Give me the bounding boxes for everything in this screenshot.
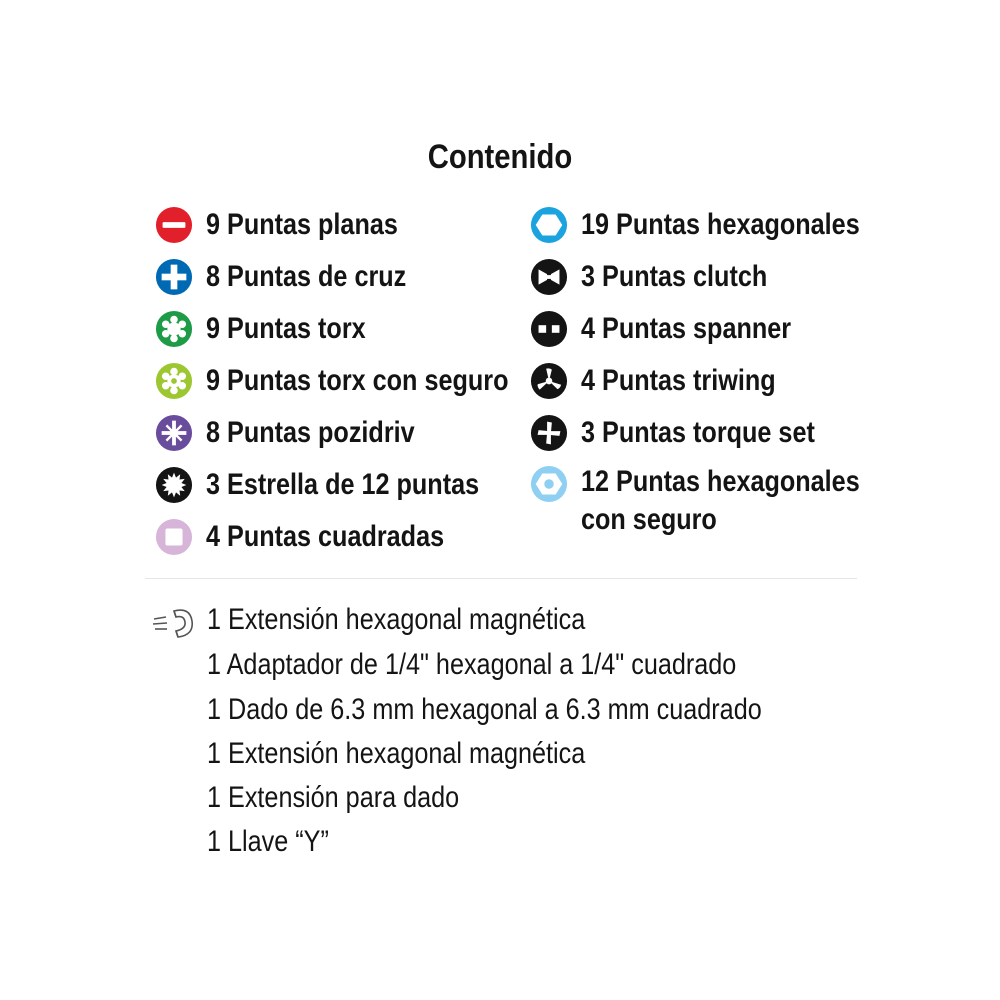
torx-security-tip-icon xyxy=(155,362,193,400)
list-item xyxy=(530,307,831,351)
item-label: 8 Puntas de cruz xyxy=(206,260,407,293)
list-item xyxy=(155,255,444,299)
accessory-item: 1 Extensión hexagonal magnética xyxy=(207,737,586,770)
list-item xyxy=(530,203,913,247)
magnet-icon xyxy=(150,603,196,643)
list-item xyxy=(155,307,396,351)
item-label: 3 Puntas torque set xyxy=(581,416,815,449)
flat-tip-icon xyxy=(155,206,193,244)
list-item xyxy=(155,463,531,507)
12-point-star-tip-icon xyxy=(155,466,193,504)
accessory-item: 1 Extensión hexagonal magnética xyxy=(207,603,586,636)
list-item xyxy=(530,359,813,403)
triwing-tip-icon xyxy=(530,362,568,400)
accessory-item: 1 Llave “Y” xyxy=(207,825,329,858)
item-label: 12 Puntas hexagonales con seguro xyxy=(581,465,860,536)
item-label: 8 Puntas pozidriv xyxy=(206,416,415,449)
hex-tip-icon xyxy=(530,206,568,244)
torque-set-tip-icon xyxy=(530,414,568,452)
list-item xyxy=(155,359,566,403)
torx-tip-icon xyxy=(155,310,193,348)
accessory-item: 1 Adaptador de 1/4" hexagonal a 1/4" cuadrado xyxy=(207,648,737,681)
phillips-tip-icon xyxy=(155,258,193,296)
item-label: 4 Puntas spanner xyxy=(581,312,792,345)
list-item xyxy=(155,203,434,247)
item-label: 19 Puntas hexagonales xyxy=(581,208,860,241)
item-label: 3 Puntas clutch xyxy=(581,260,768,293)
page-title: Contenido xyxy=(427,138,573,176)
hex-security-tip-icon xyxy=(530,465,568,503)
item-label: 3 Estrella de 12 puntas xyxy=(206,468,480,501)
square-tip-icon xyxy=(155,518,193,556)
item-label: 9 Puntas torx con seguro xyxy=(206,364,509,397)
list-item xyxy=(155,411,454,455)
divider xyxy=(145,578,857,579)
list-item xyxy=(155,515,489,559)
item-label: 4 Puntas triwing xyxy=(581,364,776,397)
accessory-item: 1 Extensión para dado xyxy=(207,781,460,814)
pozidriv-tip-icon xyxy=(155,414,193,452)
item-label: 4 Puntas cuadradas xyxy=(206,520,445,553)
list-item xyxy=(530,255,803,299)
accessory-item: 1 Dado de 6.3 mm hexagonal a 6.3 mm cuadrado xyxy=(207,693,762,726)
item-label: 9 Puntas planas xyxy=(206,208,398,241)
list-item xyxy=(530,463,921,547)
item-label: 9 Puntas torx xyxy=(206,312,366,345)
spanner-tip-icon xyxy=(530,310,568,348)
list-item xyxy=(530,411,859,455)
clutch-tip-icon xyxy=(530,258,568,296)
